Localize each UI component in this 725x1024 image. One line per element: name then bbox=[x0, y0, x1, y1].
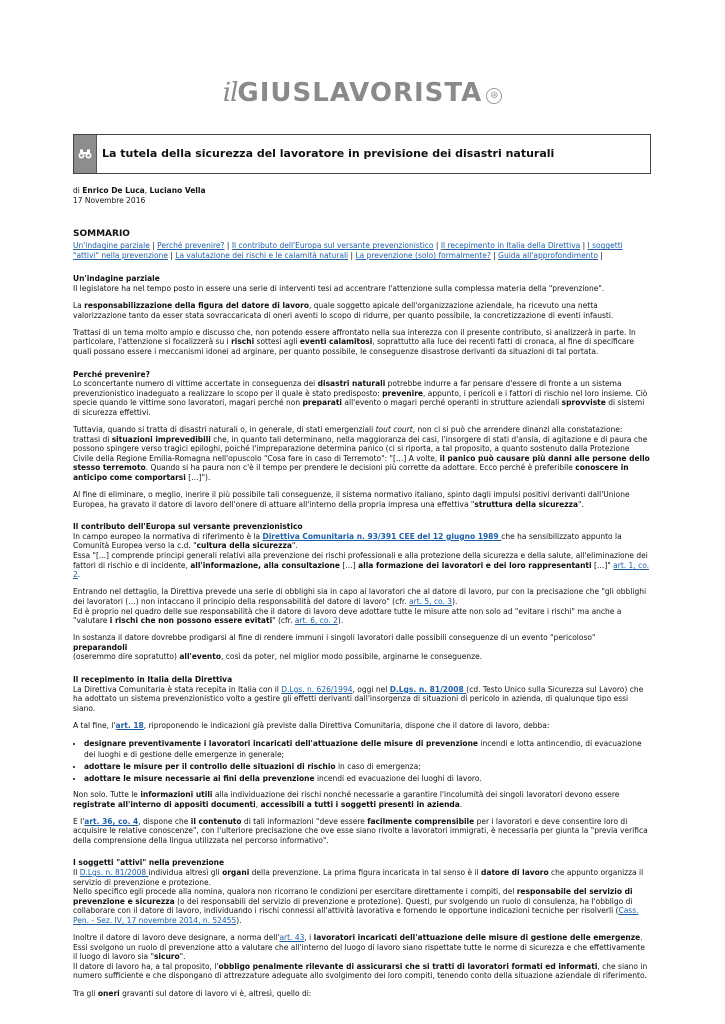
section-soggetti bbox=[73, 854, 651, 998]
article-meta: di Enrico De Luca, Luciano Vella 17 Novembre 2016 bbox=[73, 186, 206, 205]
section-heading: I soggetti "attivi" nella prevenzione bbox=[73, 858, 225, 868]
summary bbox=[73, 229, 651, 260]
paragraph: La responsabilizzazione della figura del datore di lavoro, quale soggetto apicale dell'organizzazione aziendale, ha ricevuto una netta valorizzazione tanto da esser stata sovraccaricata di oneri aventi lo scopo di ridurre, per quanto possibile, la concretizzazione di eventi infausti. bbox=[73, 301, 614, 320]
obligations-list bbox=[73, 738, 651, 784]
link-dlgs-81-b[interactable]: D.Lgs. n. 81/2008 bbox=[79, 868, 149, 877]
summary-link-8[interactable]: Guida all'approfondimento bbox=[498, 250, 599, 260]
section-prevenire bbox=[73, 366, 651, 510]
logo-mark-icon: ⊛ bbox=[486, 88, 502, 104]
byline-prefix: di bbox=[73, 186, 80, 195]
summary-link-3[interactable]: Il contributo dell'Europa sul versante prevenzionistico bbox=[231, 241, 434, 251]
section-recepimento bbox=[73, 671, 651, 845]
article-body bbox=[73, 186, 651, 1007]
link-direttiva[interactable]: Direttiva Comunitaria n. 93/391 CEE del 12 giugno 1989 bbox=[262, 531, 502, 541]
link-art-18[interactable]: art. 18 bbox=[115, 720, 144, 730]
paragraph: Il legislatore ha nel tempo posto in essere una serie di interventi tesi ad accentrare l'attenzione sulla complessa materia della "prevenzione". bbox=[73, 283, 605, 293]
article-title: La tutela della sicurezza del lavoratore in previsione dei disastri naturali bbox=[102, 147, 555, 160]
paragraph: E l'art. 36, co. 4, dispone che il contenuto di tali informazioni "deve essere facilmente comprensibile per i lavoratori e deve consentire loro di acquisire le relative conoscenze", con l'ulteriore precisazione che ove esse siano rivolte a lavoratori immigrati, è necessaria per giunta la "previa verifica della comprensione della lingua utilizzata nel percorso informativo". bbox=[73, 816, 648, 845]
paragraph: A tal fine, l'art. 18, riproponendo le indicazioni già previste dalla Direttiva Comunitaria, dispone che il datore di lavoro, debba: bbox=[73, 720, 550, 730]
section-heading: Il contributo dell'Europa sul versante prevenzionistico bbox=[73, 522, 303, 532]
paragraph: Lo sconcertante numero di vittime accertate in conseguenza dei disastri naturali potrebbe indurre a far pensare d'essere di fronte a un sistema prevenzionistico inadeguato a realizzare lo scopo per il quale è stato predisposto: prevenire, appunto, i pericoli e i fattori di rischio nel loro insieme. Ciò specie quando le vittime sono lavoratori, magari perché non preparati all'evento o magari perché operanti in strutture aziendali sprovviste di sistemi di sicurezza effettivi. bbox=[73, 379, 648, 417]
summary-heading: SOMMARIO bbox=[73, 229, 130, 240]
logo-prefix: il bbox=[222, 78, 238, 108]
summary-link-6[interactable]: La valutazione dei rischi e le calamità naturali bbox=[175, 250, 349, 260]
link-art-6[interactable]: art. 6, co. 2 bbox=[294, 616, 338, 626]
paragraph: Entrando nel dettaglio, la Direttiva prevede una serie di obblighi sia in capo ai lavoratori che al datore di lavoro, pur con la precisazione che "gli obblighi dei lavoratori (…) non intaccano il principio della responsabilità del datore di lavoro" (cfr. art. 5, co. 3). Ed è proprio nel quadro delle sue responsabilità che il datore di lavoro deve adottare tutte le misure atte non solo ad "evitare i rischi" ma anche a "valutare i rischi che non possono essere evitati" (cfr. art. 6, co. 2). bbox=[73, 587, 647, 626]
summary-link-1[interactable]: Un'indagine parziale bbox=[73, 241, 150, 251]
paragraph: In campo europeo la normativa di riferimento è la Direttiva Comunitaria n. 93/391 CEE del 12 giugno 1989 che ha sensibilizzato appunto la Comunità Europea verso la c.d. "cultura della sicurezza". Essa "[...] comprende principi generali relativi alla prevenzione dei rischi professionali e alla protezione della sicurezza e della salute, all'eliminazione dei fattori di rischio e di incidente, all'informazione, alla consultazione […] alla formazione dei lavoratori e dei loro rappresentanti […]" art. 1, co. 2. bbox=[73, 531, 650, 580]
list-item: • adottare le misure per il controllo delle situazioni di rischio in caso di emergenza; bbox=[84, 761, 651, 772]
section-heading: Perché prevenire? bbox=[73, 369, 150, 379]
summary-link-4[interactable]: Il recepimento in Italia della Direttiva bbox=[440, 241, 581, 251]
article-title-box bbox=[73, 134, 651, 174]
paragraph: Inoltre il datore di lavoro deve designare, a norma dell'art. 43, i lavoratori incaricati dell'attuazione delle misure di gestione delle emergenze. Essi svolgono un ruolo di prevenzione atto a valutare che all'interno del luogo di lavoro siano rispettate tutte le norme di sicurezza e che effettivamente il luogo di lavoro sia "sicuro". Il datore di lavoro ha, a tal proposito, l'obbligo penalmente rilevante di assicurarsi che si tratti di lavoratori formati ed informati, che siano in numero sufficiente e che dispongano di attrezzature adeguate allo svolgimento dei loro compiti, tenendo conto della situazione aziendale di riferimento. bbox=[73, 933, 648, 981]
summary-link-7[interactable]: La prevenzione (solo) formalmente? bbox=[355, 250, 491, 260]
paragraph: Il D.Lgs. n. 81/2008 individua altresì gli organi della prevenzione. La prima figura incaricata in tal senso è il datore di lavoro che appunto organizza il servizio di prevenzione e protezione. Nello specifico egli procede alla nomina, qualora non ricorrano le condizioni per esercitare direttamente i compiti, del responsabile del servizio di prevenzione e sicurezza (o dei responsabili del servizio di prevenzione e protezione). Questi, pur svolgendo un ruolo di consulenza, ha l'obbligo di collaborare con il datore di lavoro, individuando i rischi connessi all'attività lavorativa e fornendo le opportune indicazioni tecniche per risolverli (Cass. Pen. - Sez. IV, 17 novembre 2014, n. 52455). bbox=[73, 868, 644, 925]
section-heading: Il recepimento in Italia della Direttiva bbox=[73, 674, 233, 684]
link-cassazione[interactable]: Cass. Pen. - Sez. IV, 17 novembre 2014, n. 52455 bbox=[73, 906, 639, 925]
section-indagine bbox=[73, 274, 651, 356]
author-2: Luciano Vella bbox=[149, 186, 206, 195]
link-dlgs-81[interactable]: D.Lgs. n. 81/2008 bbox=[389, 684, 467, 694]
summary-links: Un'indagine parziale | Perché prevenire? | Il contributo dell'Europa sul versante prevenzionistico | Il recepimento in Italia della Direttiva | I soggetti "attivi" nella prevenzione | La valutazione dei rischi e le calamità naturali | La prevenzione (solo) formalmente? | Guida all'approfondimento | bbox=[73, 241, 623, 260]
paragraph: Tuttavia, quando si tratta di disastri naturali o, in generale, di stati emergenziali tout court, non ci si può che arrendere dinanzi alla constatazione: trattasi di situazioni imprevedibili che, in quanto tali determinano, nella maggioranza dei casi, l'insorgere di stati d'ansia, di agitazione e di paura che possono spingere verso tragici epiloghi, poiché l'impreparazione determina panico (ci si riporta, a tal proposito, a quanto sostenuto dalla Protezione Civile della Regione Emilia-Romagna nell'opuscolo "Cosa fare in caso di Terremoto": "[…] A volte, il panico può causare più danni alle persone dello stesso terremoto. Quando si ha paura non c'è il tempo per prendere le decisioni più corrette da adottare. Ecco perché è preferibile conoscere in anticipo come comportarsi […]"). bbox=[73, 425, 650, 482]
author-1: Enrico De Luca bbox=[82, 186, 145, 195]
logo-name: GIUSLAVORISTA bbox=[237, 78, 483, 108]
list-item: • adottare le misure necessarie ai fini della prevenzione incendi ed evacuazione dei luoghi di lavoro. bbox=[84, 773, 651, 784]
binoculars-icon bbox=[74, 135, 97, 173]
paragraph: In sostanza il datore dovrebbe prodigarsi al fine di rendere immuni i singoli lavoratori dalle possibili conseguenze di un evento "pericoloso" preparandoli (oseremmo dire sopratutto) all'evento, così da poter, nel miglior modo possibile, arginarne le conseguenze. bbox=[73, 633, 596, 662]
paragraph: Non solo. Tutte le informazioni utili alla individuazione dei rischi nonché necessarie a garantire l'incolumità dei singoli lavoratori devono essere registrate all'interno di appositi documenti, accessibili a tutti i soggetti presenti in azienda. bbox=[73, 789, 620, 809]
link-dlgs-626[interactable]: D.Lgs. n. 626/1994 bbox=[281, 684, 353, 694]
paragraph: Trattasi di un tema molto ampio e discusso che, non potendo essere affrontato nella sua interezza con il presente contributo, si analizzerà in parte. In particolare, l'attenzione si focalizzerà su i rischi sottesi agli eventi calamitosi, soprattutto alla luce dei recenti fatti di cronaca, al fine di specificare quali possano essere i meccanismi idonei ad arginare, per quanto possibile, le conseguenze disastrose derivanti da situazioni di tal portata. bbox=[73, 327, 636, 356]
paragraph: Tra gli oneri gravanti sul datore di lavoro vi è, altresì, quello di: bbox=[73, 988, 312, 998]
link-art-5[interactable]: art. 5, co. 3 bbox=[409, 596, 453, 606]
summary-link-2[interactable]: Perché prevenire? bbox=[157, 241, 225, 251]
site-logo[interactable] bbox=[0, 78, 725, 108]
paragraph: La Direttiva Comunitaria è stata recepita in Italia con il D.Lgs. n. 626/1994, oggi nel D.Lgs. n. 81/2008 (cd. Testo Unico sulla Sicurezza sul Lavoro) che ha adottato un sistema prevenzionistico volto a gestire gli effetti derivanti dall'insorgenza di situazioni di pericolo in azienda, di qualunque tipo essi siano. bbox=[73, 684, 644, 713]
summary-link-5[interactable]: I soggetti "attivi" nella prevenzione bbox=[73, 241, 623, 260]
list-item: • designare preventivamente i lavoratori incaricati dell'attuazione delle misure di prevenzione incendi e lotta antincendio, di evacuazione dei luoghi e di gestione delle emergenze in generale; bbox=[84, 738, 651, 760]
link-art-36[interactable]: art. 36, co. 4 bbox=[84, 816, 139, 826]
paragraph: Al fine di eliminare, o meglio, inerire il più possibile tali conseguenze, il sistema normativo italiano, spinto dagli impulsi positivi derivanti dall'Unione Europea, ha gravato il datore di lavoro dell'onere di attuare all'interno della propria impresa una effettiva "struttura della sicurezza". bbox=[73, 490, 630, 509]
link-art-1[interactable]: art. 1, co. 2 bbox=[73, 560, 650, 580]
publish-date: 17 Novembre 2016 bbox=[73, 195, 146, 205]
section-europa bbox=[73, 518, 651, 662]
section-heading: Un'indagine parziale bbox=[73, 274, 160, 284]
link-art-43[interactable]: art. 43 bbox=[279, 933, 305, 943]
